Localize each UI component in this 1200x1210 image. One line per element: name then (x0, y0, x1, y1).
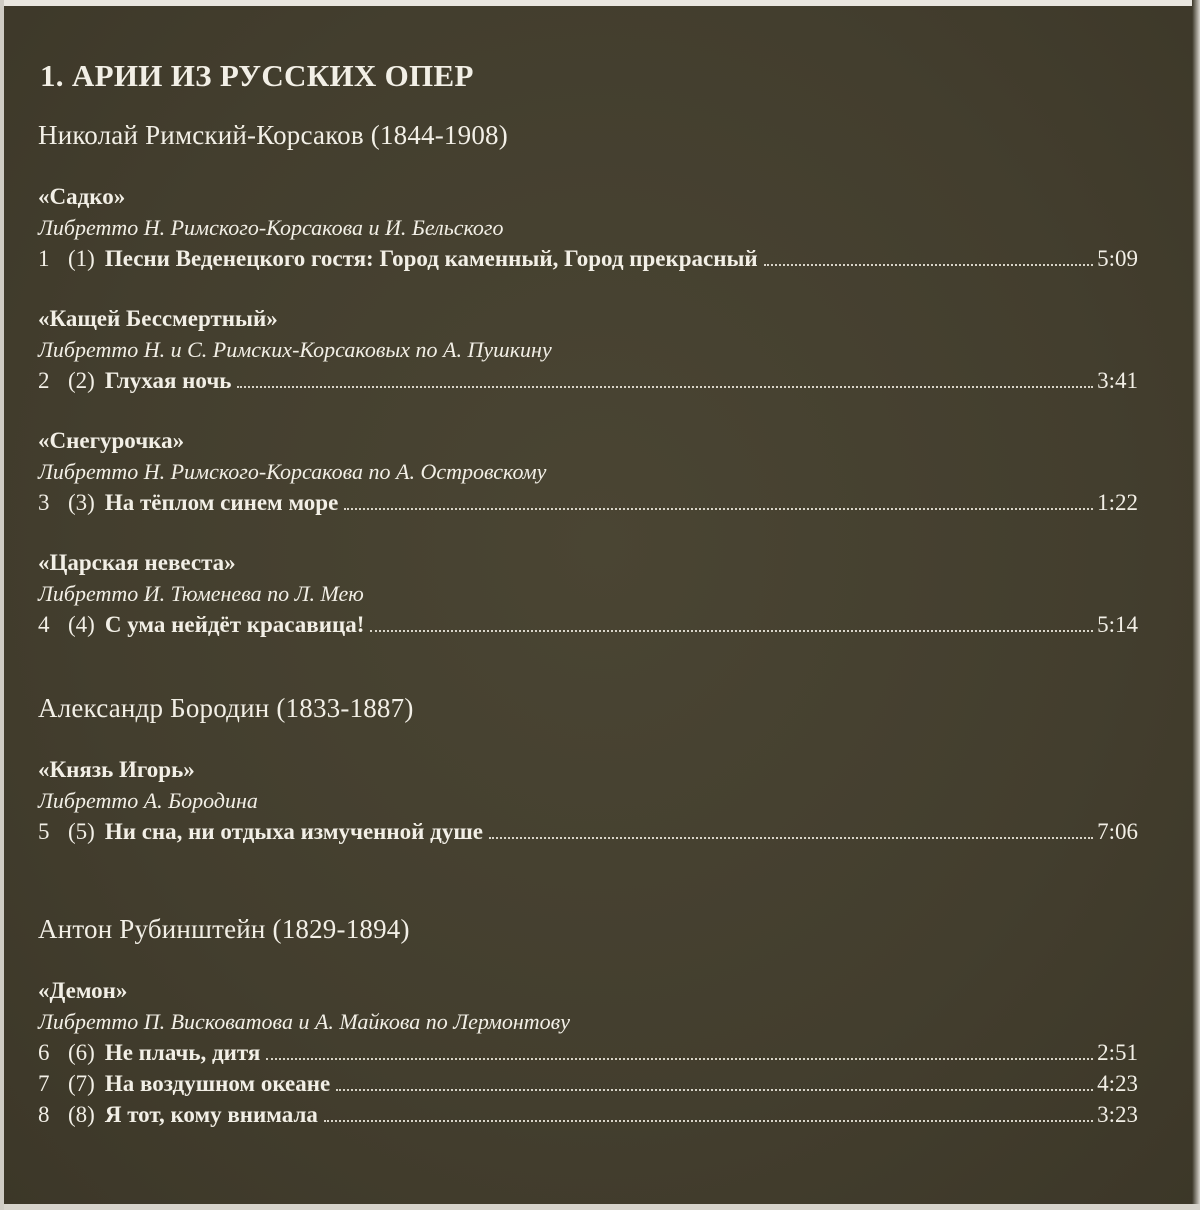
section-spacer (38, 669, 1138, 693)
track-number: 4 (38, 612, 50, 637)
track-duration: 3:23 (1097, 1102, 1138, 1127)
track-disc-number: (4) (68, 612, 95, 637)
track-number: 7 (38, 1071, 50, 1096)
track-title: На тёплом синем море (104, 490, 339, 515)
track-duration: 2:51 (1097, 1040, 1138, 1065)
track-number: 2 (38, 368, 50, 393)
track-duration: 5:09 (1097, 246, 1138, 271)
track-title: Я тот, кому внимала (104, 1102, 318, 1127)
dot-leader (336, 1089, 1093, 1091)
section-spacer (38, 876, 1138, 914)
track-row (38, 487, 1138, 518)
paper-edge-left (0, 0, 4, 1210)
dot-leader (344, 508, 1093, 510)
composer-heading: Александр Бородин (1833-1887) (38, 693, 414, 723)
opera-title: «Садко» (38, 184, 126, 209)
opera-title: «Князь Игорь» (38, 757, 195, 782)
track-row (38, 243, 1138, 274)
composer-heading: Антон Рубинштейн (1829-1894) (38, 914, 410, 944)
track-disc-number: (3) (68, 490, 95, 515)
opera-block (38, 975, 1138, 1130)
track-title: Песни Веденецкого гостя: Город каменный, Город прекрасный (104, 246, 758, 271)
dot-leader (489, 837, 1093, 839)
dot-leader (370, 630, 1093, 632)
track-disc-number: (7) (68, 1071, 95, 1096)
track-row (38, 365, 1138, 396)
track-row (38, 1099, 1138, 1130)
track-title: На воздушном океане (104, 1071, 331, 1096)
track-row (38, 1068, 1138, 1099)
track-duration: 4:23 (1097, 1071, 1138, 1096)
paper-edge-bottom (0, 1204, 1200, 1210)
dot-leader (764, 264, 1093, 266)
track-duration: 7:06 (1097, 819, 1138, 844)
opera-block (38, 181, 1138, 274)
libretto-credit: Либретто Н. и С. Римских-Корсаковых по А. Пушкину (38, 337, 552, 362)
opera-title: «Царская невеста» (38, 550, 236, 575)
opera-block (38, 547, 1138, 640)
opera-title: «Кащей Бессмертный» (38, 306, 278, 331)
opera-title: «Снегурочка» (38, 428, 185, 453)
dot-leader (237, 386, 1093, 388)
opera-block (38, 425, 1138, 518)
track-disc-number: (8) (68, 1102, 95, 1127)
track-title: С ума нейдёт красавица! (104, 612, 365, 637)
paper-edge-right (1192, 0, 1200, 1210)
track-row (38, 1037, 1138, 1068)
track-title: Ни сна, ни отдыха измученной душе (104, 819, 483, 844)
dot-leader (266, 1058, 1093, 1060)
track-duration: 5:14 (1097, 612, 1138, 637)
paper-edge-top (0, 0, 1200, 6)
opera-block (38, 303, 1138, 396)
page-title: 1. АРИИ ИЗ РУССКИХ ОПЕР (40, 58, 474, 93)
track-disc-number: (1) (68, 246, 95, 271)
libretto-credit: Либретто А. Бородина (38, 788, 258, 813)
track-number: 3 (38, 490, 50, 515)
opera-block (38, 754, 1138, 847)
track-disc-number: (6) (68, 1040, 95, 1065)
track-number: 5 (38, 819, 50, 844)
track-disc-number: (5) (68, 819, 95, 844)
track-row (38, 609, 1138, 640)
opera-title: «Демон» (38, 978, 128, 1003)
composer-heading: Николай Римский-Корсаков (1844-1908) (38, 120, 508, 150)
dot-leader (324, 1120, 1093, 1122)
track-title: Глухая ночь (104, 368, 232, 393)
libretto-credit: Либретто П. Висковатова и А. Майкова по Лермонтову (38, 1009, 570, 1034)
libretto-credit: Либретто Н. Римского-Корсакова и И. Бельского (38, 215, 504, 240)
track-disc-number: (2) (68, 368, 95, 393)
libretto-credit: Либретто Н. Римского-Корсакова по А. Островскому (38, 459, 547, 484)
track-title: Не плачь, дитя (104, 1040, 261, 1065)
track-row (38, 816, 1138, 847)
track-number: 1 (38, 246, 50, 271)
tracklist-content (38, 58, 1138, 1159)
track-duration: 3:41 (1097, 368, 1138, 393)
libretto-credit: Либретто И. Тюменева по Л. Мею (38, 581, 364, 606)
track-number: 8 (38, 1102, 50, 1127)
track-number: 6 (38, 1040, 50, 1065)
track-duration: 1:22 (1097, 490, 1138, 515)
